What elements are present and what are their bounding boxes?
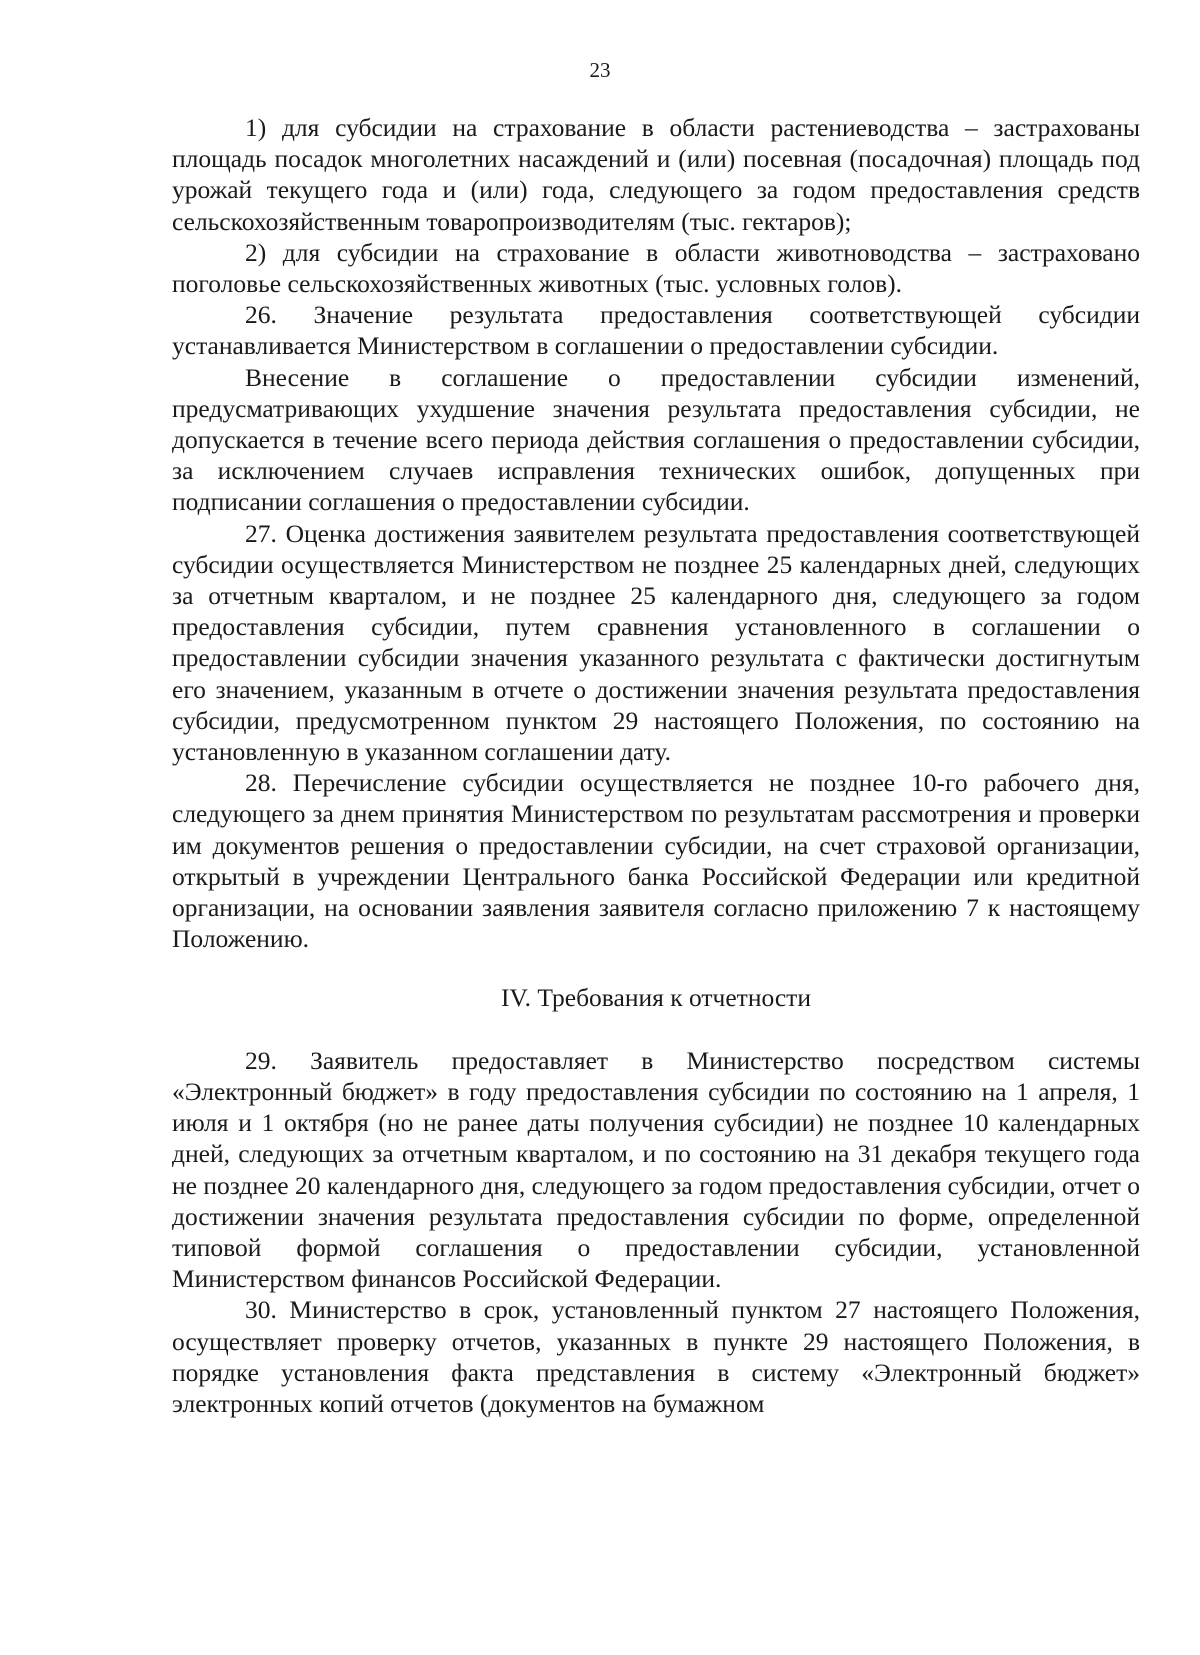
paragraph-26-amendments: Внесение в соглашение о предоставлении субсидии изменений, предусматривающих ухудшение значения результата предоставления субсидии, не допускается в течение всего периода действия соглашения о предоставлении субсидии, за исключением случаев исправления технических ошибок, допущенных при подписании соглашения о предоставлении субсидии.: [172, 362, 1140, 517]
paragraph-30: 30. Министерство в срок, установленный пунктом 27 настоящего Положения, осуществляет проверку отчетов, указанных в пункте 29 настоящего Положения, в порядке установления факта представления в систему «Электронный бюджет» электронных копий отчетов (документов на бумажном: [172, 1295, 1140, 1418]
paragraph-subsidy-livestock-insurance: 2) для субсидии на страхование в области животноводства – застраховано поголовье сельскохозяйственных животных (тыс. условных голов).: [172, 237, 1140, 299]
paragraph-subsidy-crop-insurance: 1) для субсидии на страхование в области растениеводства – застрахованы площадь посадок многолетних насаждений и (или) посевная (посадочная) площадь под урожай текущего года и (или) года, следующего за годом предоставления средств сельскохозяйственным товаропроизводителям (тыс. гектаров);: [172, 113, 1140, 236]
paragraph-27: 27. Оценка достижения заявителем результата предоставления соответствующей субсидии осуществляется Министерством не позднее 25 календарных дней, следующих за отчетным кварталом, и не позднее 25 календарного дня, следующего за годом предоставления субсидии, путем сравнения установленного в соглашении о предоставлении субсидии значения указанного результата с фактически достигнутым его значением, указанным в отчете о достижении значения результата предоставления субсидии, предусмотренном пунктом 29 настоящего Положения, по состоянию на установленную в указанном соглашении дату.: [172, 518, 1140, 767]
paragraph-26: 26. Значение результата предоставления соответствующей субсидии устанавливается Министерством в соглашении о предоставлении субсидии.: [172, 300, 1140, 361]
section-heading: IV. Требования к отчетности: [501, 983, 811, 1013]
paragraph-28: 28. Перечисление субсидии осуществляется не позднее 10-го рабочего дня, следующего за днем принятия Министерством по результатам рассмотрения и проверки им документов решения о предоставлении субсидии, на счет страховой организации, открытый в учреждении Центрального банка Российской Федерации или кредитной организации, на основании заявления заявителя согласно приложению 7 к настоящему Положению.: [172, 768, 1140, 954]
document-body: [172, 112, 1140, 1419]
page-number: 23: [589, 58, 611, 82]
paragraph-29: 29. Заявитель предоставляет в Министерство посредством системы «Электронный бюджет» в году предоставления субсидии по состоянию на 1 апреля, 1 июля и 1 октября (но не ранее даты получения субсидии) не позднее 10 календарных дней, следующих за отчетным кварталом, и по состоянию на 31 декабря текущего года не позднее 20 календарного дня, следующего за годом предоставления субсидии, отчет о достижении значения результата предоставления субсидии по форме, определенной типовой формой соглашения о предоставлении субсидии, установленной Министерством финансов Российской Федерации.: [172, 1045, 1140, 1294]
